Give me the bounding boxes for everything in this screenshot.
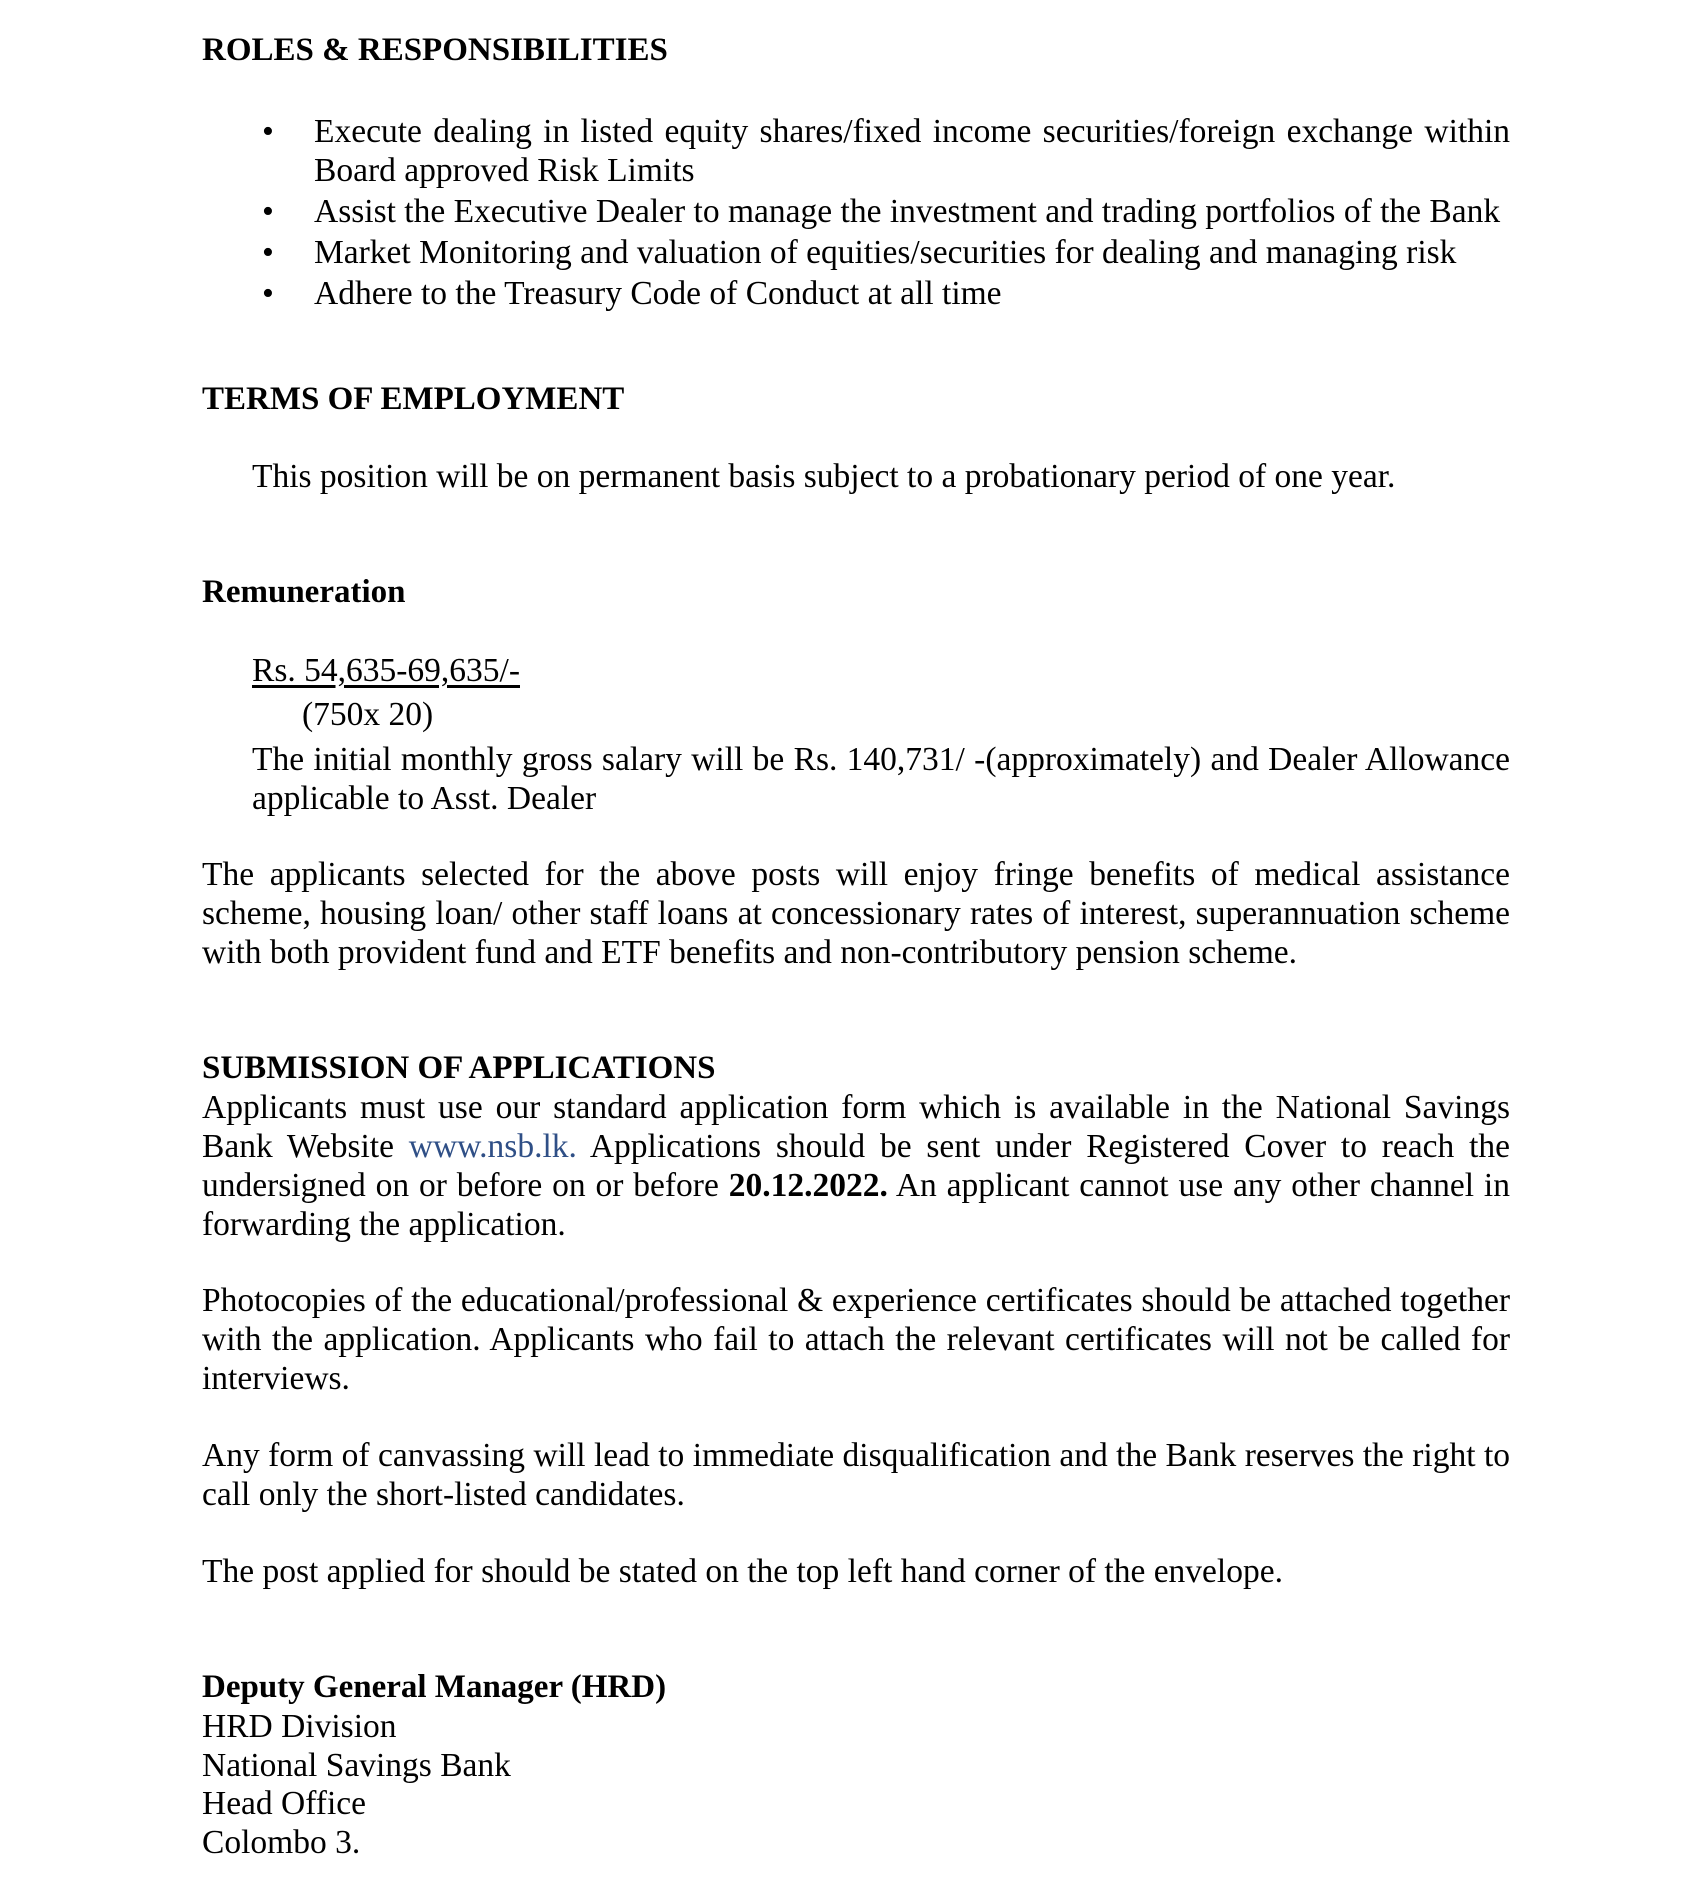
signatory-title: Deputy General Manager (HRD) [202, 1669, 667, 1705]
submission-text [202, 1088, 1510, 1244]
bullet-icon: • [262, 113, 274, 150]
list-item-text: Market Monitoring and valuation of equities/securities for dealing and managing risk [314, 234, 1457, 271]
address-line-2: National Savings Bank [202, 1747, 511, 1784]
submission-text-part1: Applicants must use our standard application form which is available in the National Savings Bank Website [202, 1089, 1510, 1165]
roles-list [262, 112, 1510, 315]
remuneration-heading: Remuneration [202, 574, 406, 610]
address-line-3: Head Office [202, 1785, 366, 1822]
list-item-text: Adhere to the Treasury Code of Conduct at all time [314, 275, 1002, 312]
bullet-icon: • [262, 234, 274, 271]
address-line-1: HRD Division [202, 1708, 397, 1745]
address-line-4: Colombo 3. [202, 1824, 361, 1861]
list-item [262, 112, 1510, 190]
submission-text-part2: Applications should be sent under Registered Cover to reach the undersigned on or before on or before [202, 1128, 1510, 1204]
website-link[interactable]: www.nsb.lk. [408, 1128, 577, 1165]
list-item-text: Assist the Executive Dealer to manage the investment and trading portfolios of the Bank [314, 193, 1501, 230]
list-item [262, 274, 1510, 313]
salary-text: The initial monthly gross salary will be Rs. 140,731/ -(approximately) and Dealer Allowance applicable to Asst. Dealer [252, 741, 1510, 817]
deadline-date: 20.12.2022. [728, 1167, 888, 1204]
list-item-text: Execute dealing in listed equity shares/fixed income securities/foreign exchange within Board approved Risk Limits [314, 113, 1510, 189]
roles-heading: ROLES & RESPONSIBILITIES [202, 32, 668, 68]
benefits-text: The applicants selected for the above posts will enjoy fringe benefits of medical assistance scheme, housing loan/ other staff loans at concessionary rates of interest, superannuation scheme with both provident fund and ETF benefits and non-contributory pension scheme. [202, 856, 1510, 971]
list-item [262, 233, 1510, 272]
terms-text: This position will be on permanent basis subject to a probationary period of one year. [252, 458, 1396, 495]
salary-scale: Rs. 54,635-69,635/- [252, 652, 520, 689]
salary-increment: (750x 20) [302, 696, 434, 733]
photocopies-text: Photocopies of the educational/professional & experience certificates should be attached together with the application. Applicants who fail to attach the relevant certificates will not be called for interviews. [202, 1282, 1510, 1397]
bullet-icon: • [262, 193, 274, 230]
submission-heading: SUBMISSION OF APPLICATIONS [202, 1050, 716, 1086]
submission-text-part3: An applicant cannot use any other channel in forwarding the application. [202, 1167, 1510, 1243]
list-item [262, 192, 1510, 231]
canvassing-text: Any form of canvassing will lead to immediate disqualification and the Bank reserves the right to call only the short-listed candidates. [202, 1437, 1510, 1513]
envelope-text: The post applied for should be stated on the top left hand corner of the envelope. [202, 1553, 1283, 1590]
bullet-icon: • [262, 275, 274, 312]
terms-heading: TERMS OF EMPLOYMENT [202, 381, 625, 417]
